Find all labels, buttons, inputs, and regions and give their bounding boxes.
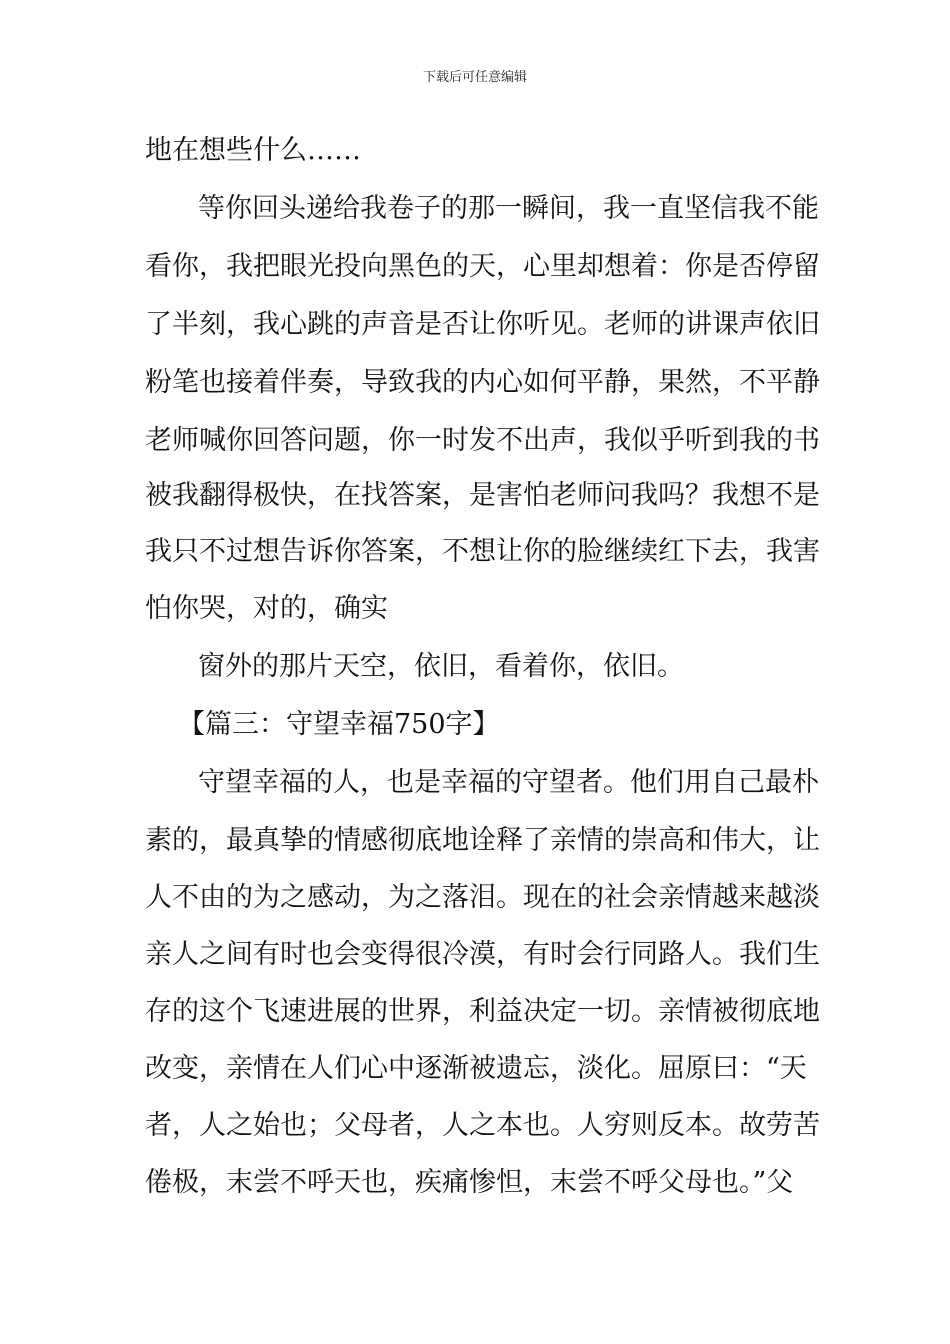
text-line: 我只不过想告诉你答案，不想让你的脸继续红下去，我害: [145, 536, 820, 567]
text-line: 人不由的为之感动，为之落泪。现在的社会亲情越来越淡: [145, 882, 820, 913]
text-line: 素的，最真挚的情感彻底地诠释了亲情的崇高和伟大，让: [145, 825, 820, 856]
text-line: 者，人之始也；父母者，人之本也。人穷则反本。故劳苦: [145, 1110, 820, 1141]
page-header: 下载后可任意编辑: [422, 70, 527, 85]
text-line: 守望幸福的人，也是幸福的守望者。他们用自己最朴: [198, 767, 819, 798]
text-line: 了半刻，我心跳的声音是否让你听见。老师的讲课声依旧: [145, 309, 820, 340]
text-line: 存的这个飞速进展的世界，利益决定一切。亲情被彻底地: [145, 996, 820, 1027]
text-line: 改变，亲情在人们心中逐渐被遗忘，淡化。屈原曰：“天: [145, 1053, 807, 1084]
text-line: 等你回头递给我卷子的那一瞬间，我一直坚信我不能: [198, 193, 819, 224]
text-line: 怕你哭，对的，确实: [145, 593, 388, 624]
text-line: 粉笔也接着伴奏，导致我的内心如何平静，果然，不平静: [145, 367, 820, 398]
section-heading: 【篇三：守望幸福750字】: [178, 709, 500, 740]
text-line: 被我翻得极快，在找答案，是害怕老师问我吗？我想不是: [145, 480, 820, 511]
text-line: 窗外的那片天空，依旧，看着你，依旧。: [198, 651, 684, 682]
text-line: 亲人之间有时也会变得很冷漠，有时会行同路人。我们生: [145, 939, 820, 970]
text-line: 倦极，末尝不呼天也，疾痛惨怛，末尝不呼父母也。”父: [145, 1167, 794, 1198]
text-line: 看你，我把眼光投向黑色的天，心里却想着：你是否停留: [145, 251, 820, 282]
text-line: 地在想些什么……: [145, 135, 361, 166]
text-line: 老师喊你回答问题，你一时发不出声，我似乎听到我的书: [145, 425, 820, 456]
